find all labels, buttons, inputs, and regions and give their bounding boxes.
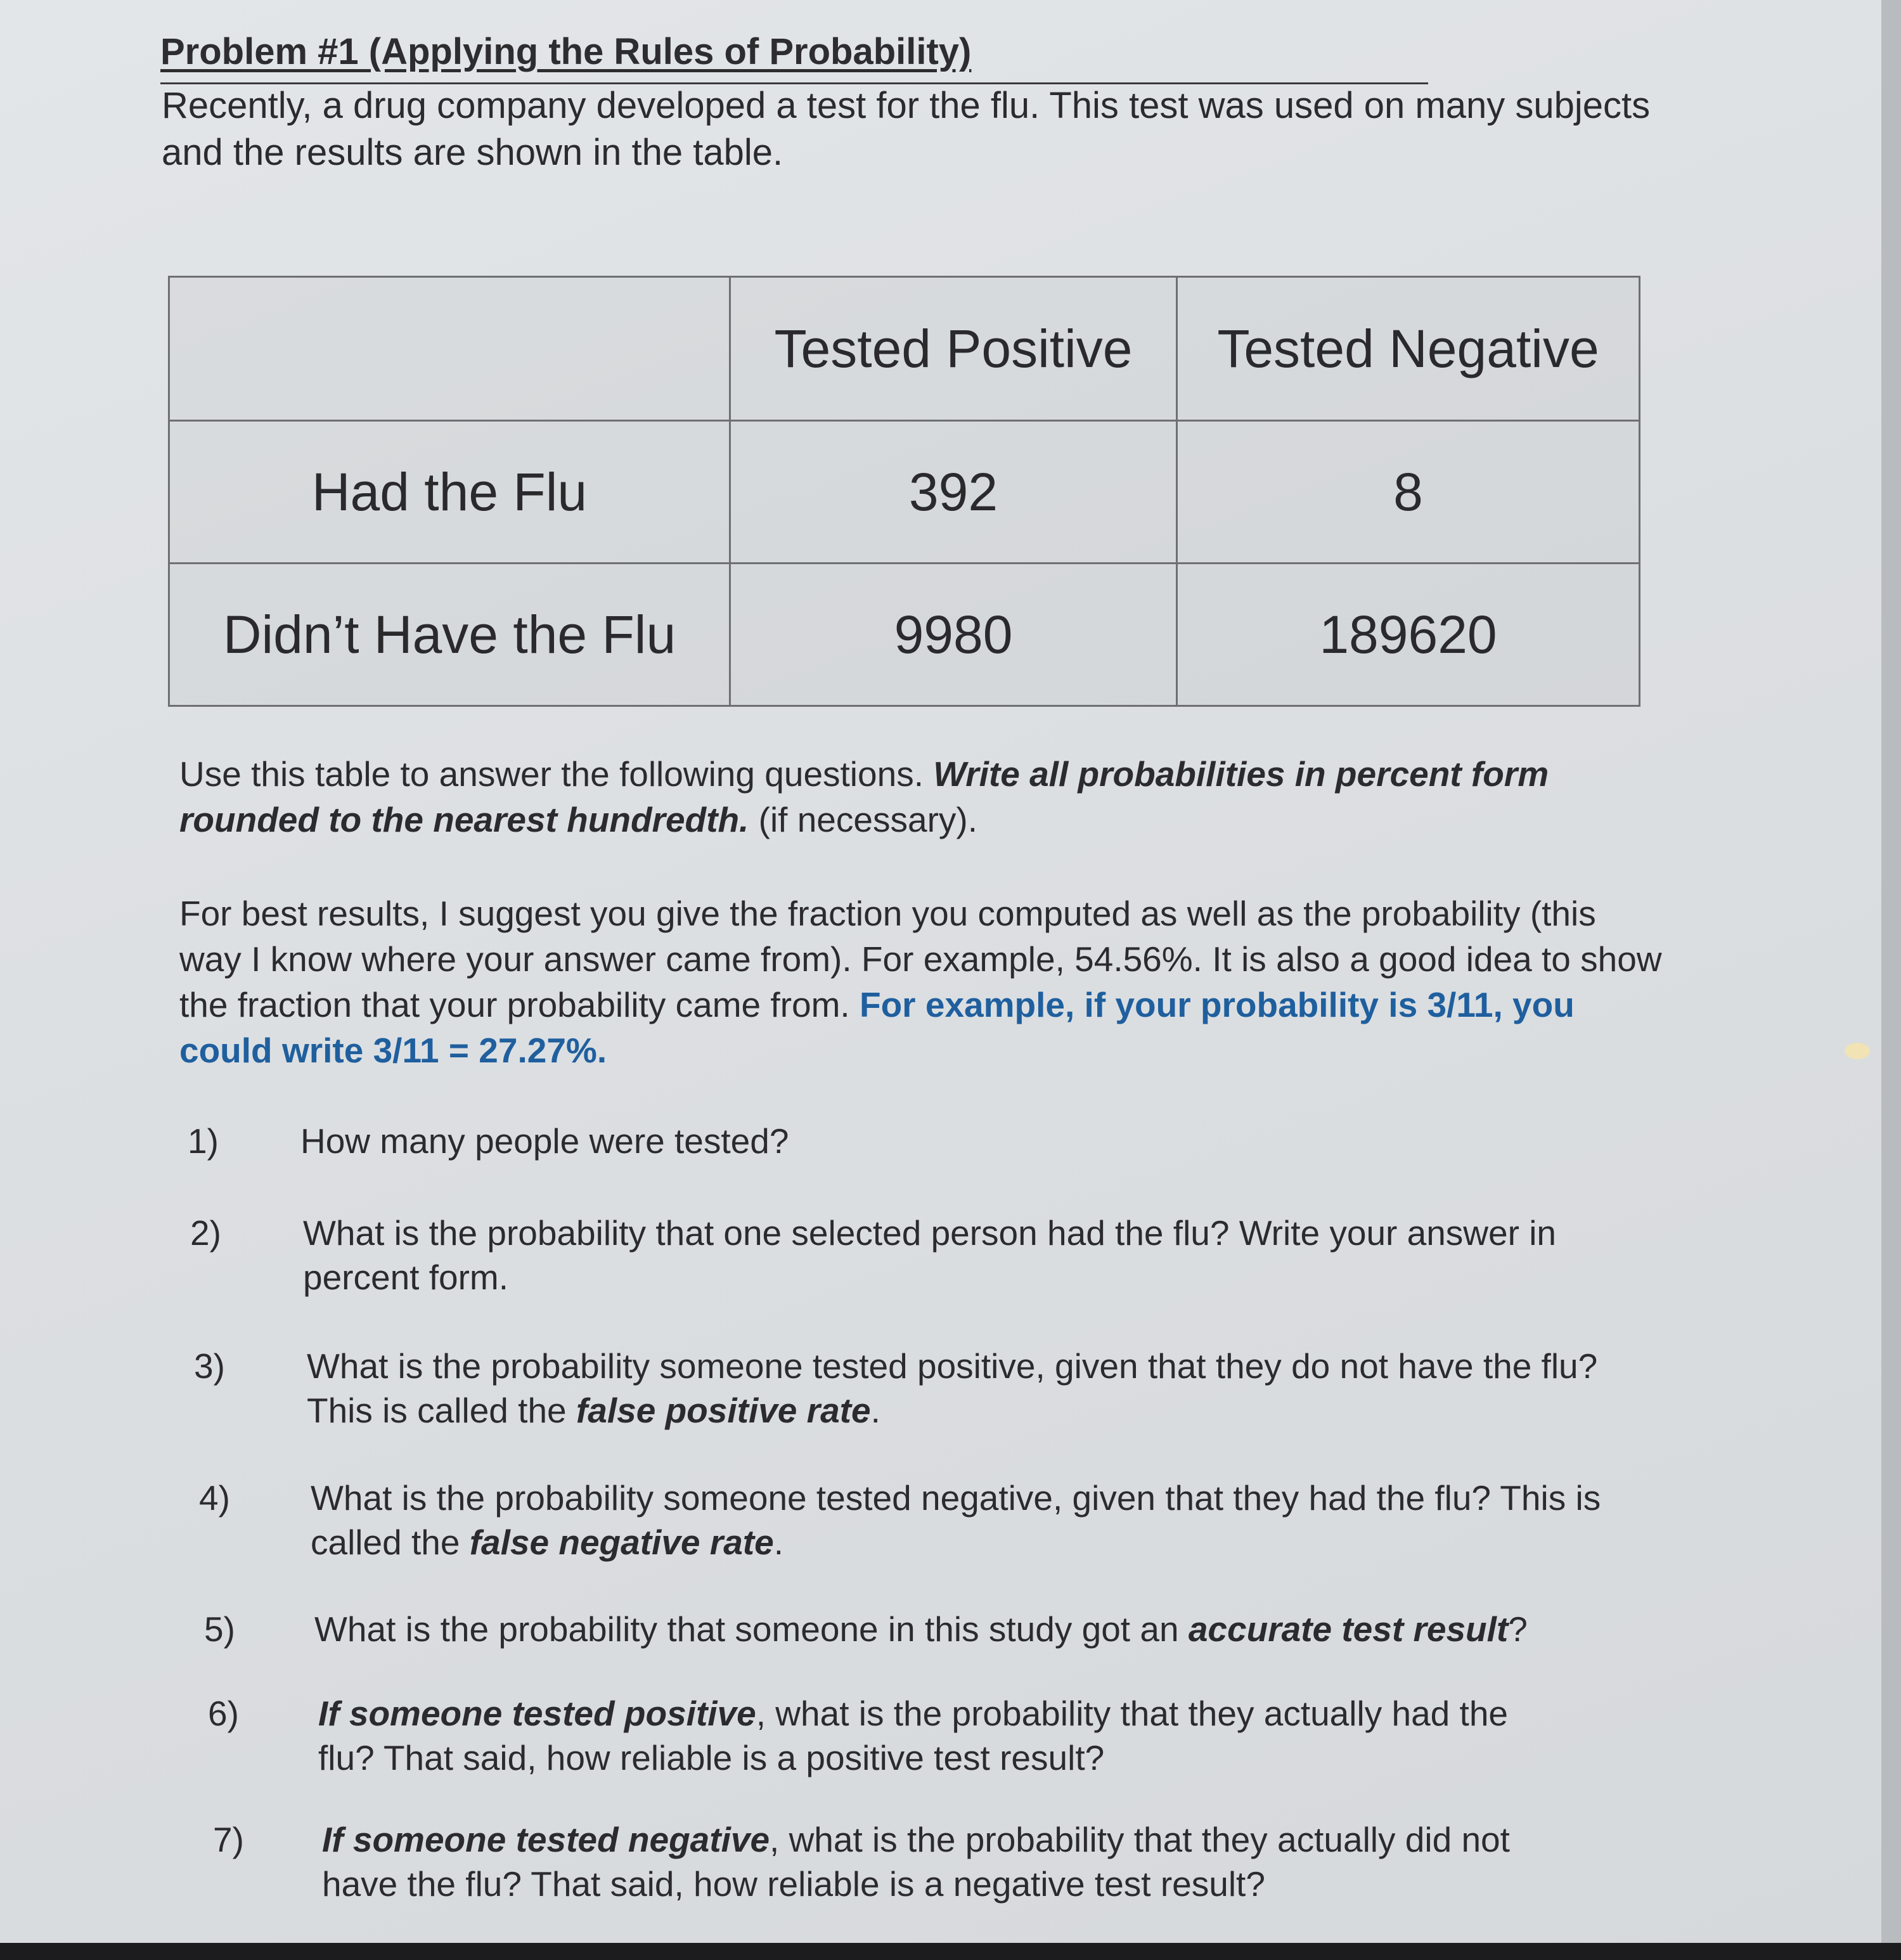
suggestion-text: For best results, I suggest you give the fraction you computed as well as the probability (this way I know where your answer came from). For example, 54.56%. It is also a good idea to show the fraction that your probability came from. [179,894,1662,1024]
table-row [169,564,1640,706]
question-text-post: , what is the probability that they actually had the flu? That said, how reliable is a positive test result? [318,1694,1508,1777]
row-header-no-flu: Didn’t Have the Flu [169,564,730,706]
question-text-pre: What is the probability that one selected person had the flu? Write your answer in percent form. [303,1213,1557,1297]
suggestion-paragraph [179,891,1663,1073]
cell-no-flu-positive: 9980 [730,564,1177,706]
question-number: 6) [208,1694,239,1733]
screen-glare [1845,1043,1870,1059]
question-text [300,1119,1657,1163]
question-number: 7) [213,1820,244,1859]
problem-intro: Recently, a drug company developed a test for the flu. This test was used on many subjects and the results are shown in the table. [162,85,1651,173]
question-text-post: , what is the probability that they actually did not have the flu? That said, how reliable is a negative test result? [322,1820,1510,1904]
question-text [307,1344,1663,1433]
results-table [168,276,1640,707]
question-text-pre: What is the probability someone tested negative, given that they had the flu? This is called the [311,1478,1601,1562]
cell-no-flu-negative: 189620 [1177,564,1640,706]
question-number: 4) [199,1478,230,1518]
instructions-lead: Use this table to answer the following questions. [179,754,934,794]
monitor-bezel [0,1943,1901,1960]
question-text-pre: How many people were tested? [300,1121,789,1161]
cell-had-flu-positive: 392 [730,421,1177,564]
instructions-paragraph [179,751,1663,842]
col-header-tested-negative: Tested Negative [1177,277,1640,421]
question-text [303,1211,1659,1299]
question-text-emphasis: If someone tested positive [318,1694,756,1733]
question-number: 5) [204,1609,235,1649]
table-row [169,421,1640,564]
instructions-tail: (if necessary). [749,800,977,839]
problem-title: Problem #1 (Applying the Rules of Probability) [160,31,972,72]
question-number: 1) [188,1121,219,1161]
col-header-tested-positive: Tested Positive [730,277,1177,421]
question-text [318,1691,1523,1780]
row-header-had-flu: Had the Flu [169,421,730,564]
question-text [322,1817,1564,1906]
question-number: 3) [194,1346,225,1386]
question-text-post: . [773,1523,783,1562]
instructions-emphasis: Write all probabilities in percent form rounded to the nearest hundredth. [179,754,1549,839]
question-text-pre: What is the probability someone tested positive, given that they do not have the flu? This is called the [307,1346,1598,1430]
question-text-pre: What is the probability that someone in this study got an [314,1609,1189,1649]
question-text-post: ? [1508,1609,1528,1649]
question-text-emphasis: false negative rate [469,1523,774,1562]
suggestion-example: For example, if your probability is 3/11, you could write 3/11 = 27.27%. [179,985,1575,1070]
question-text-emphasis: accurate test result [1188,1609,1509,1649]
question-text-post: . [870,1391,880,1430]
question-number: 2) [190,1213,221,1253]
cell-had-flu-negative: 8 [1177,421,1640,564]
question-text [311,1476,1667,1564]
table-corner-cell [169,277,730,421]
table-header-row [169,277,1640,421]
question-text-emphasis: If someone tested negative [322,1820,770,1859]
page-edge-shadow [1881,0,1901,1943]
question-text-emphasis: false positive rate [576,1391,871,1430]
question-text [314,1607,1671,1651]
